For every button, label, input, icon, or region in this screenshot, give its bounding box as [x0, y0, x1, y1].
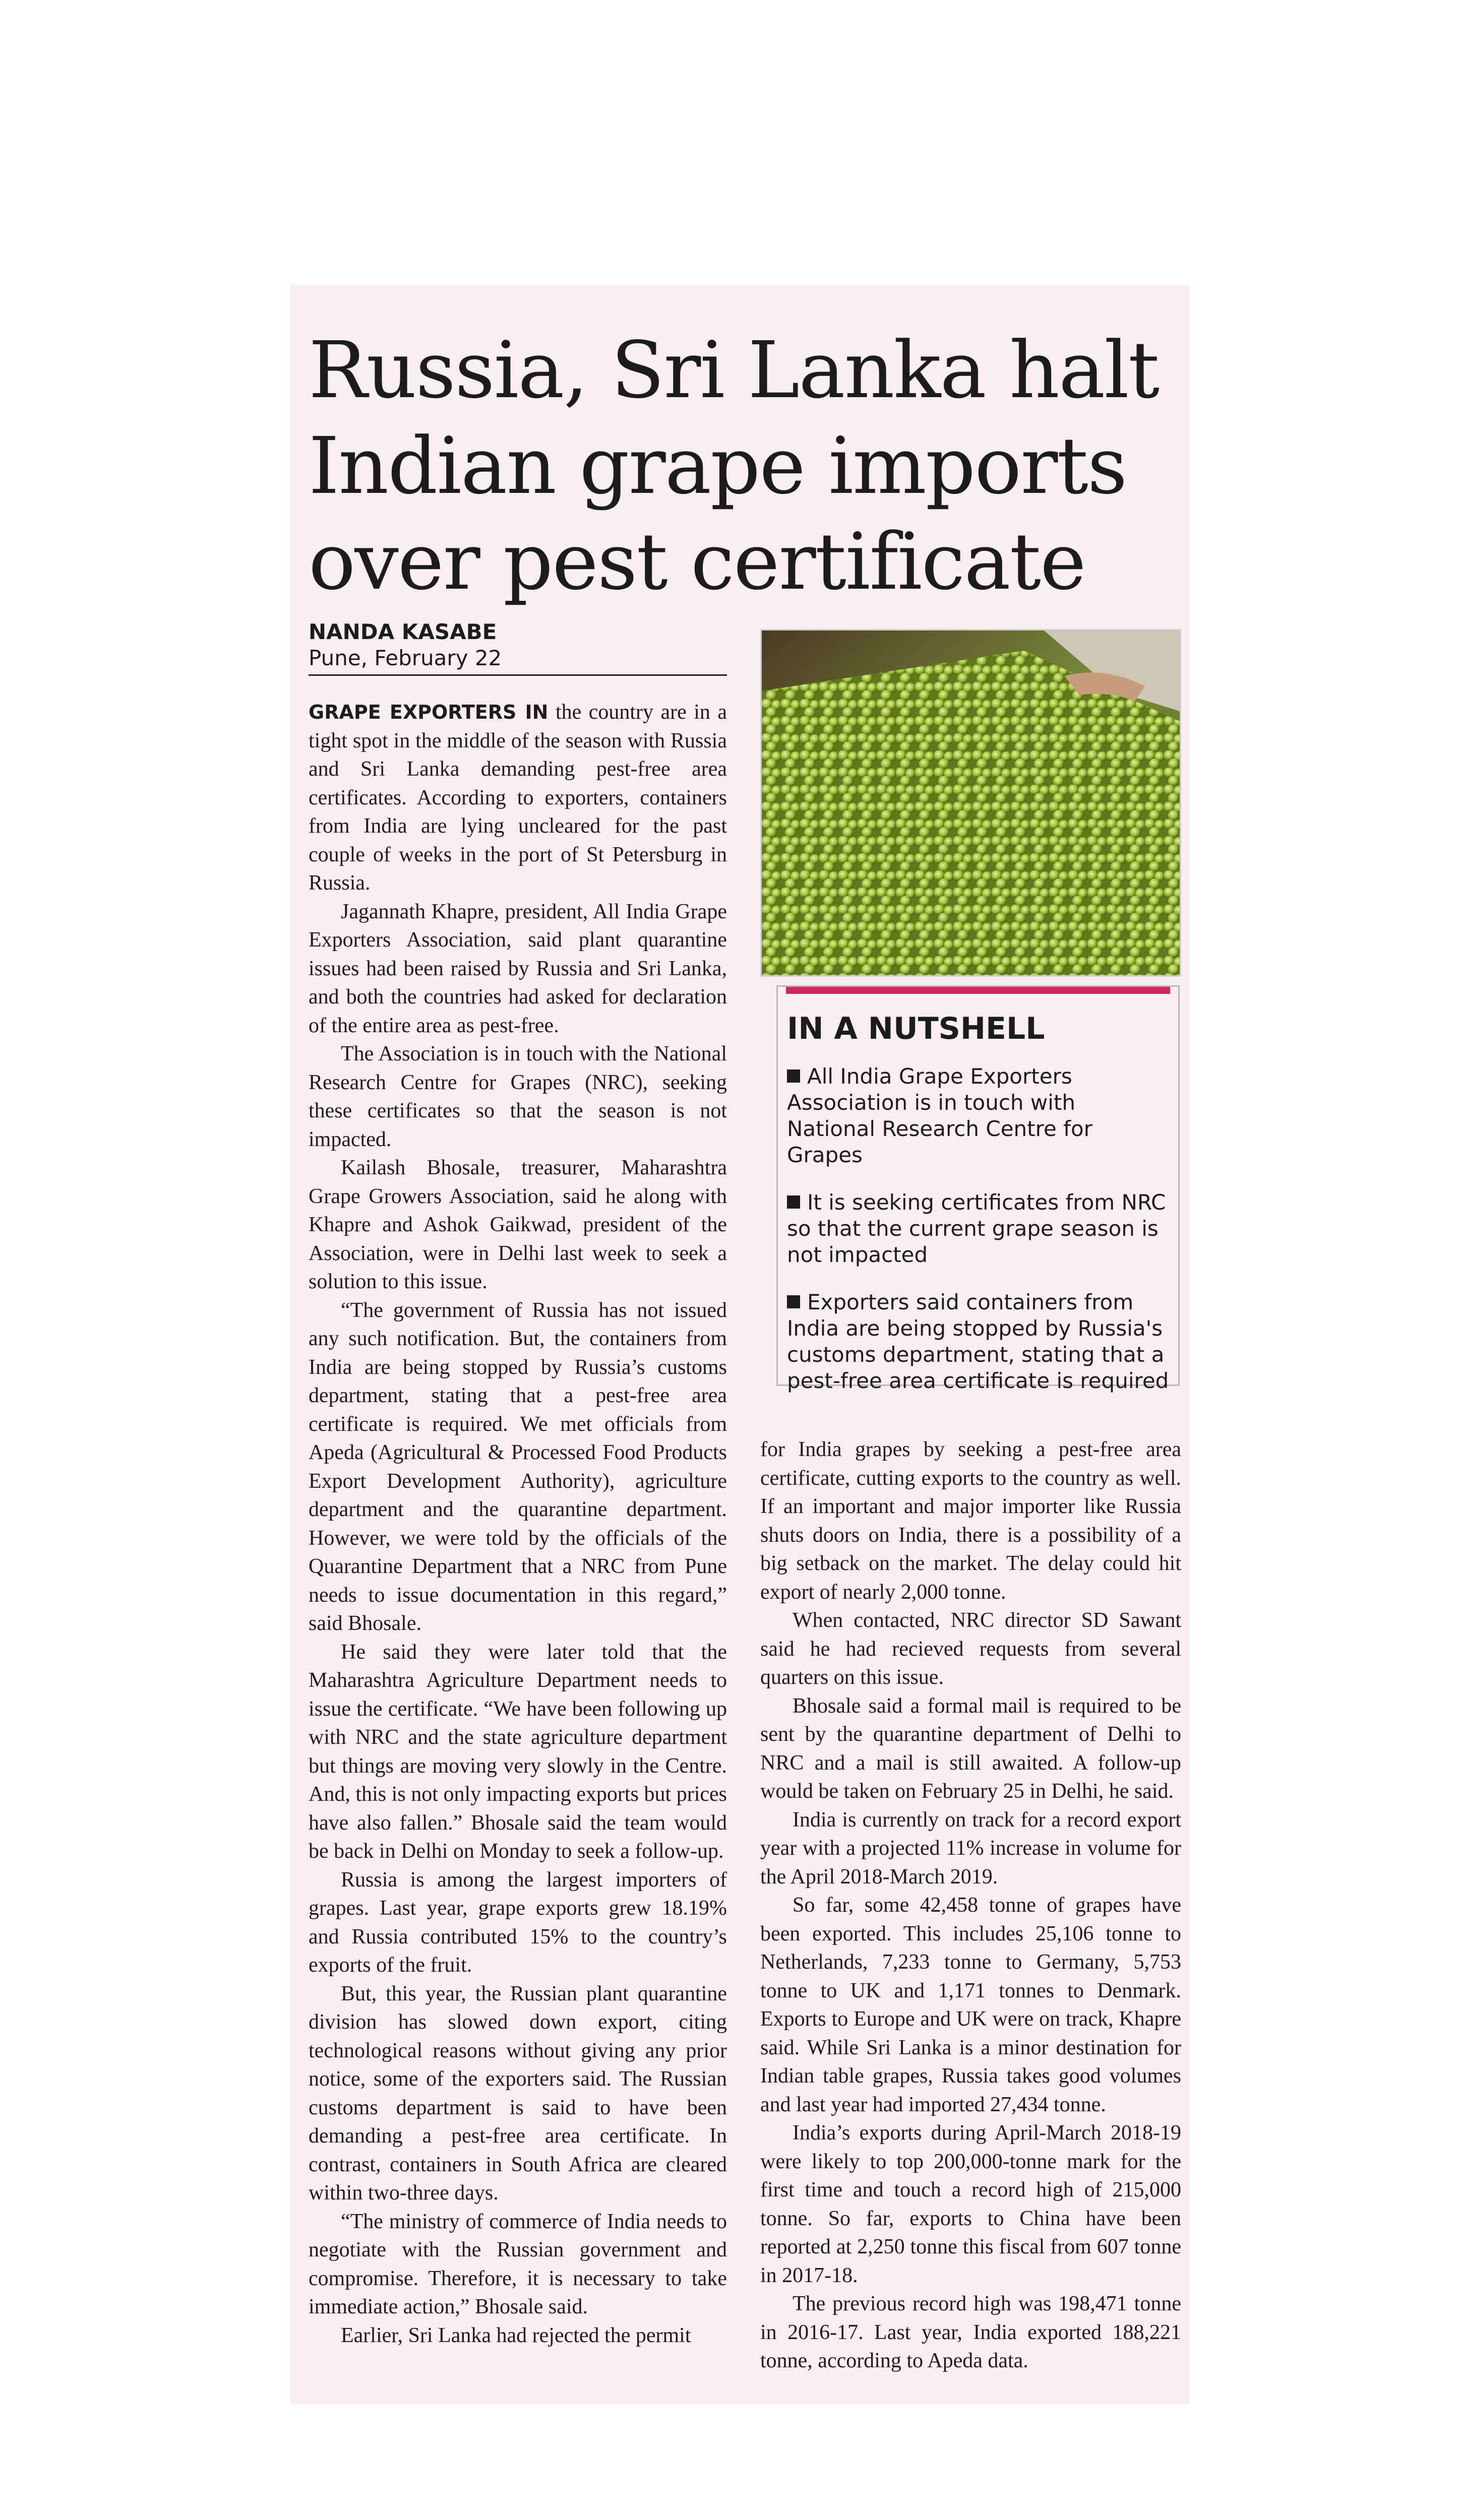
nutshell-list: [787, 1063, 1170, 1415]
square-bullet-icon: [787, 1069, 800, 1083]
paragraph: “The ministry of commerce of India needs to negotiate with the Russian government and compromise. Therefore, it is necessary to take immediate action,” Bhosale said.: [309, 2210, 727, 2318]
paragraph: Bhosale said a formal mail is required to be sent by the quarantine department of Delhi to NRC and a mail is still awaited. A follow-up would be taken on February 25 in Delhi, he said.: [760, 1694, 1181, 1803]
byline: [309, 619, 752, 676]
paragraph: “The government of Russia has not issued any such notification. But, the containers from India are being stopped by Russia’s customs department, stating that a pest-free area certificate is required. We met officials from Apeda (Agricultural & Processed Food Products Export Development Authority), agriculture department and the quarantine department. However, we were told by the officials of the Quarantine Department that a NRC from Pune needs to issue documentation in this regard,” said Bhosale.: [309, 1298, 727, 1635]
paragraph: The Association is in touch with the National Research Centre for Grapes (NRC), seeking these certificates so that the season is not impacted.: [309, 1042, 727, 1151]
lead-paragraph: [309, 698, 727, 898]
grapes-photo: [760, 629, 1181, 977]
paragraph: Kailash Bhosale, treasurer, Maharashtra Grape Growers Association, said he along with Khapre and Ashok Gaikwad, president of the Association, were in Delhi last week to seek a solution to this issue.: [309, 1156, 727, 1293]
nutshell-accent-bar: [786, 987, 1170, 994]
paragraph: Russia is among the largest importers of grapes. Last year, grape exports grew 18.19% and Russia contributed 15% to the country’s exports of the fruit.: [309, 1868, 727, 1977]
paragraph: But, this year, the Russian plant quarantine division has slowed down export, citing technological reasons without giving any prior notice, some of the exporters said. The Russian customs department is said to have been demanding a pest-free area certificate. In contrast, containers in South Africa are cleared within two-three days.: [309, 1982, 727, 2204]
paragraph: So far, some 42,458 tonne of grapes have been exported. This includes 25,106 tonne to Netherlands, 7,233 tonne to Germany, 5,753 tonne to UK and 1,171 tonnes to Denmark. Exports to Europe and UK were on track, Khapre said. While Sri Lanka is a minor destination for Indian table grapes, Russia takes good volumes and last year had imported 27,434 tonne.: [760, 1894, 1181, 2116]
lead-text: the country are in a tight spot in the middle of the season with Russia and Sri Lanka demanding pest-free area certificates. According to exporters, containers from India are lying uncleared for the past couple of weeks in the port of St Petersburg in Russia.: [309, 701, 727, 895]
nutshell-title: IN A NUTSHELL: [787, 1011, 1045, 1046]
nutshell-box: [776, 985, 1180, 1393]
article-column-2: [760, 1435, 1181, 2375]
nutshell-item-text: Exporters said containers from India are being stopped by Russia's customs department, stating that a pest-free area certificate is required: [787, 1290, 1169, 1393]
grapes-illustration: [762, 631, 1180, 975]
continuation-paragraph: for India grapes by seeking a pest-free area certificate, cutting exports to the country as well. If an important and major importer like Russia shuts doors on India, there is a possibility of a big setback on the market. The delay could hit export of nearly 2,000 tonne.: [760, 1438, 1181, 1604]
paragraph: India’s exports during April-March 2018-19 were likely to top 200,000-tonne mark for the first time and touch a record high of 215,000 tonne. So far, exports to China have been reported at 2,250 tonne this fiscal from 607 tonne in 2017-18.: [760, 2121, 1181, 2287]
nutshell-item: [787, 1189, 1170, 1268]
paragraph: Jagannath Khapre, president, All India Grape Exporters Association, said plant quarantine issues had been raised by Russia and Sri Lanka, and both the countries had asked for declaration of the entire area as pest-free.: [309, 900, 727, 1037]
paragraph: India is currently on track for a record export year with a projected 11% increase in volume for the April 2018-March 2019.: [760, 1808, 1181, 1888]
nutshell-item: [787, 1063, 1170, 1168]
square-bullet-icon: [787, 1295, 800, 1308]
article-column-1: [309, 698, 727, 2350]
author-name: NANDA KASABE: [309, 619, 497, 644]
paragraph: He said they were later told that the Maharashtra Agriculture Department needs to issue the certificate. “We have been following up with NRC and the state agriculture department but things are moving very slowly in the Centre. And, this is not only impacting exports but prices have also fallen.” Bhosale said the team would be back in Delhi on Monday to seek a follow-up.: [309, 1640, 727, 1863]
paragraph: The previous record high was 198,471 tonne in 2016-17. Last year, India exported 188,221 tonne, according to Apeda data.: [760, 2292, 1181, 2372]
paragraph: Earlier, Sri Lanka had rejected the permit: [341, 2323, 691, 2347]
nutshell-item: [787, 1289, 1170, 1394]
dateline: Pune, February 22: [309, 646, 502, 670]
nutshell-item-text: It is seeking certificates from NRC so that the current grape season is not impacted: [787, 1190, 1166, 1267]
byline-rule: [309, 674, 727, 676]
kicker: GRAPE EXPORTERS IN: [309, 701, 549, 723]
square-bullet-icon: [787, 1195, 800, 1209]
headline: Russia, Sri Lanka halt Indian grape imports over pest certificate: [309, 325, 1159, 607]
paragraph: When contacted, NRC director SD Sawant said he had recieved requests from several quarters on this issue.: [760, 1609, 1181, 1689]
nutshell-item-text: All India Grape Exporters Association is in touch with National Research Centre for Grapes: [787, 1064, 1092, 1167]
